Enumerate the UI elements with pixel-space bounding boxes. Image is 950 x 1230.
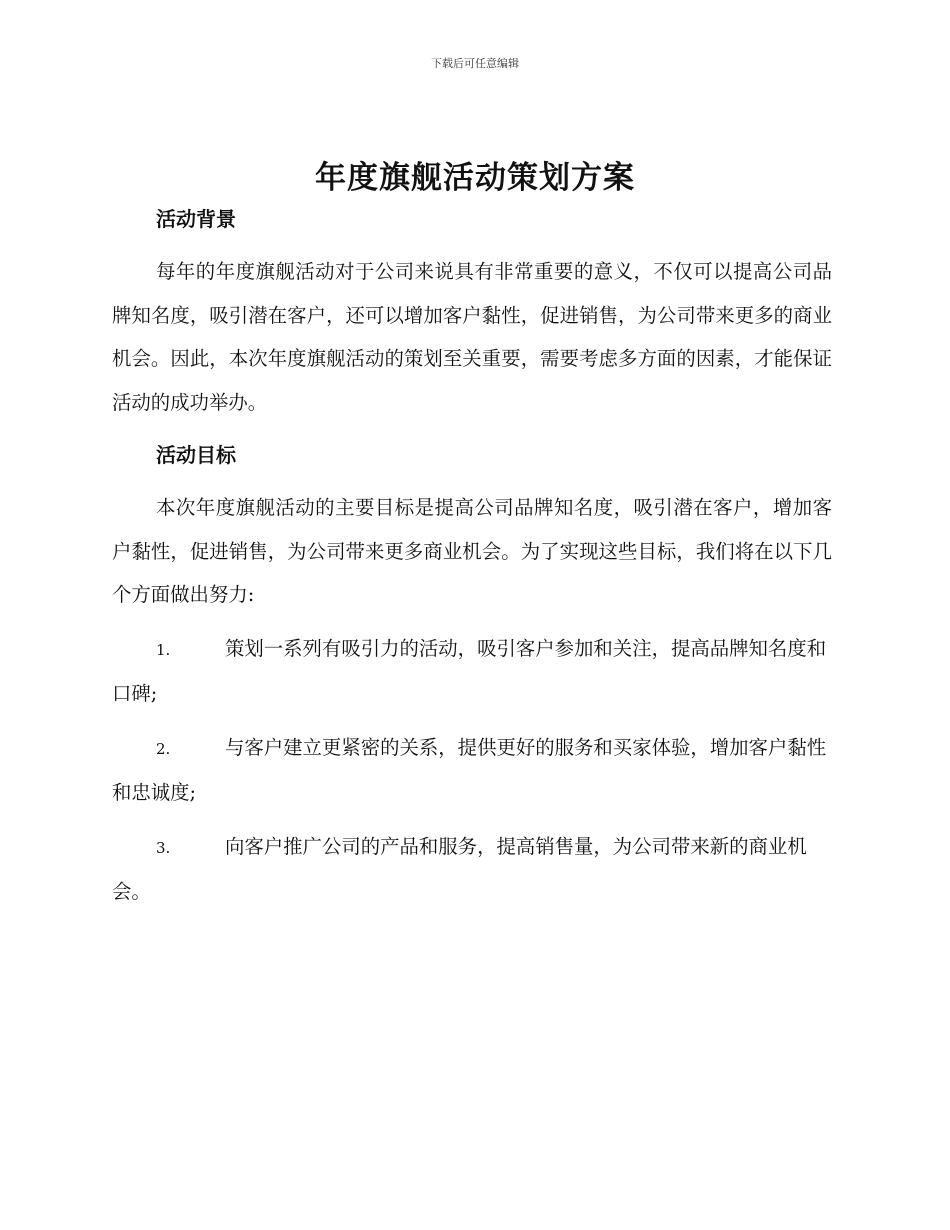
list-item-number: 2. (156, 739, 171, 758)
list-item-text: 向客户推广公司的产品和服务，提高销售量，为公司带来新的商业机会。 (112, 834, 807, 903)
section-paragraph-background: 每年的年度旗舰活动对于公司来说具有非常重要的意义，不仅可以提高公司品牌知名度，吸引潜在客户，还可以增加客户黏性，促进销售，为公司带来更多的商业机会。因此，本次年度旗舰活动的策划至关重要，需要考虑多方面的因素，才能保证活动的成功举办。 (112, 260, 832, 414)
document-body (112, 200, 832, 914)
list-item-text: 策划一系列有吸引力的活动，吸引客户参加和关注，提高品牌知名度和口碑; (112, 636, 827, 705)
list-item-text: 与客户建立更紧密的关系，提供更好的服务和买家体验，增加客户黏性和忠诚度; (112, 735, 827, 804)
list-item-number: 1. (156, 640, 171, 659)
section-heading-background: 活动背景 (156, 207, 236, 231)
list-item (112, 825, 832, 914)
section-heading-goals: 活动目标 (156, 443, 236, 467)
header-note: 下载后可任意编辑 (431, 57, 519, 70)
document-title: 年度旗舰活动策划方案 (315, 160, 635, 196)
list-item (112, 627, 832, 716)
section-paragraph-goals: 本次年度旗舰活动的主要目标是提高公司品牌知名度，吸引潜在客户，增加客户黏性，促进销售，为公司带来更多商业机会。为了实现这些目标，我们将在以下几个方面做出努力: (112, 496, 832, 606)
list-item (112, 726, 832, 815)
list-item-number: 3. (156, 838, 171, 857)
